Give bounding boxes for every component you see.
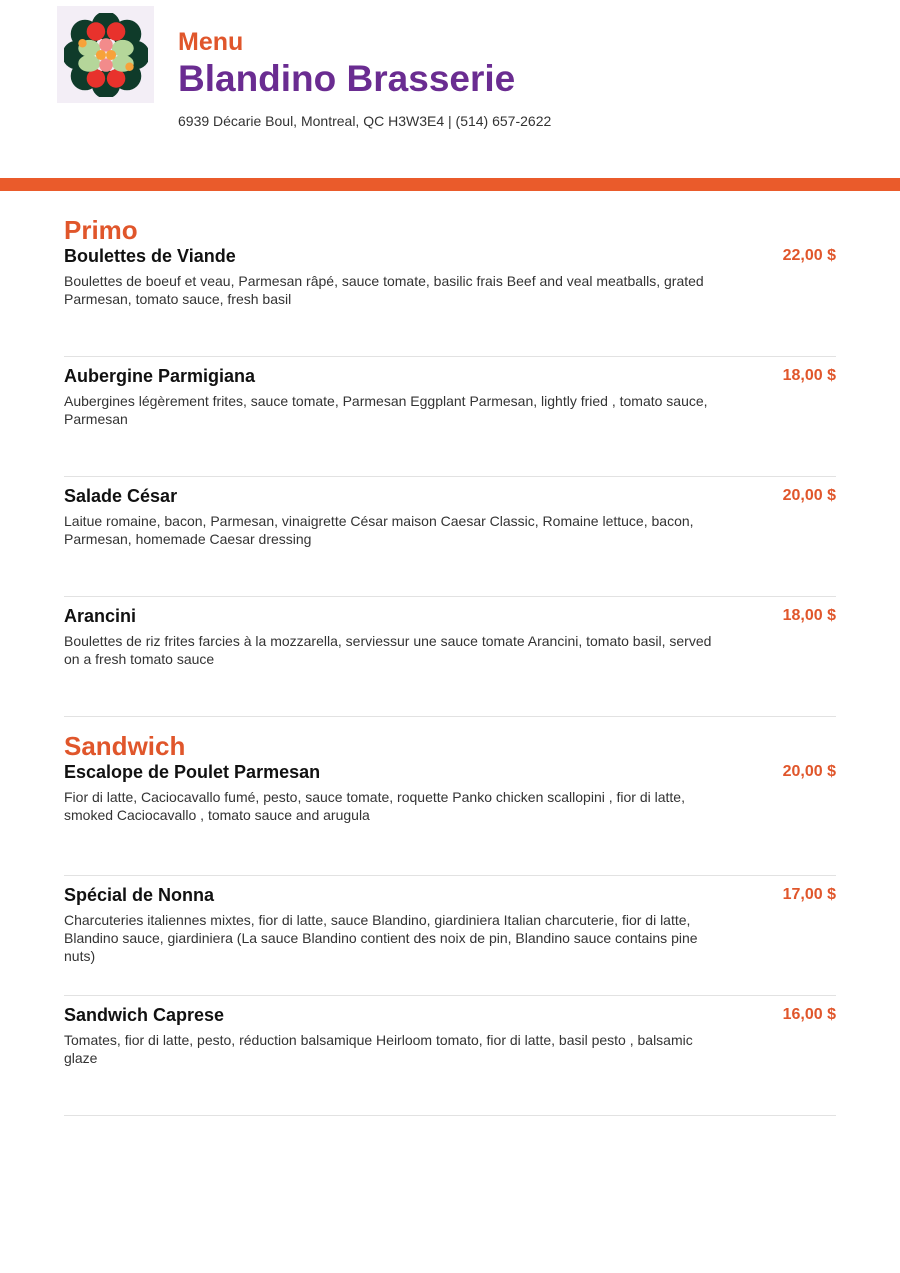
item-price: 20,00 $ [782,487,836,504]
item-price: 17,00 $ [782,886,836,903]
item-price: 16,00 $ [782,1006,836,1023]
restaurant-logo [57,6,154,103]
menu-item [64,245,836,357]
menu-label: Menu [178,28,244,56]
restaurant-name: Blandino Brasserie [178,58,516,99]
section-title: Sandwich [64,731,186,761]
item-name: Arancini [64,606,137,626]
item-description: Tomates, fior di latte, pesto, réduction balsamique Heirloom tomato, fior di latte, basil pesto , balsamic glaze [64,1032,693,1066]
flower-logo-icon [64,13,148,97]
item-name: Salade César [64,486,178,506]
item-description: Aubergines légèrement frites, sauce tomate, Parmesan Eggplant Parmesan, lightly fried , tomato sauce, Parmesan [64,393,708,427]
item-description: Fior di latte, Caciocavallo fumé, pesto, sauce tomate, roquette Panko chicken scallopini , fior di latte, smoked Caciocavallo , tomato sauce and arugula [64,789,685,823]
menu-content [64,191,836,1116]
item-price: 18,00 $ [782,367,836,384]
item-name: Escalope de Poulet Parmesan [64,762,321,782]
item-price: 20,00 $ [782,763,836,780]
menu-item [64,876,836,996]
item-name: Sandwich Caprese [64,1005,225,1025]
address: 6939 Décarie Boul, Montreal, QC H3W3E4 | (514) 657-2622 [178,113,552,129]
menu-item [64,597,836,717]
item-name: Spécial de Nonna [64,885,215,905]
section-sandwich [64,731,836,1116]
item-description: Charcuteries italiennes mixtes, fior di latte, sauce Blandino, giardiniera Italian charcuterie, fior di latte, Blandino sauce, giardiniera (La sauce Blandino contient des noix de pin, Blandino sauce contains pine nuts) [64,912,698,964]
item-description: Boulettes de boeuf et veau, Parmesan râpé, sauce tomate, basilic frais Beef and veal meatballs, grated Parmesan, tomato sauce, fresh basil [64,273,704,307]
item-name: Aubergine Parmigiana [64,366,256,386]
header-divider-bar [0,178,900,191]
item-description: Laitue romaine, bacon, Parmesan, vinaigrette César maison Caesar Classic, Romaine lettuce, bacon, Parmesan, homemade Caesar dressing [64,513,694,547]
menu-item [64,357,836,477]
header [0,0,900,178]
menu-item [64,761,836,876]
item-price: 18,00 $ [782,607,836,624]
section-title: Primo [64,215,138,245]
section-primo [64,215,836,717]
menu-item [64,477,836,597]
item-description: Boulettes de riz frites farcies à la mozzarella, serviessur une sauce tomate Arancini, tomato basil, served on a fresh tomato sauce [64,633,712,667]
item-name: Boulettes de Viande [64,246,236,266]
item-price: 22,00 $ [782,247,836,264]
menu-item [64,996,836,1116]
